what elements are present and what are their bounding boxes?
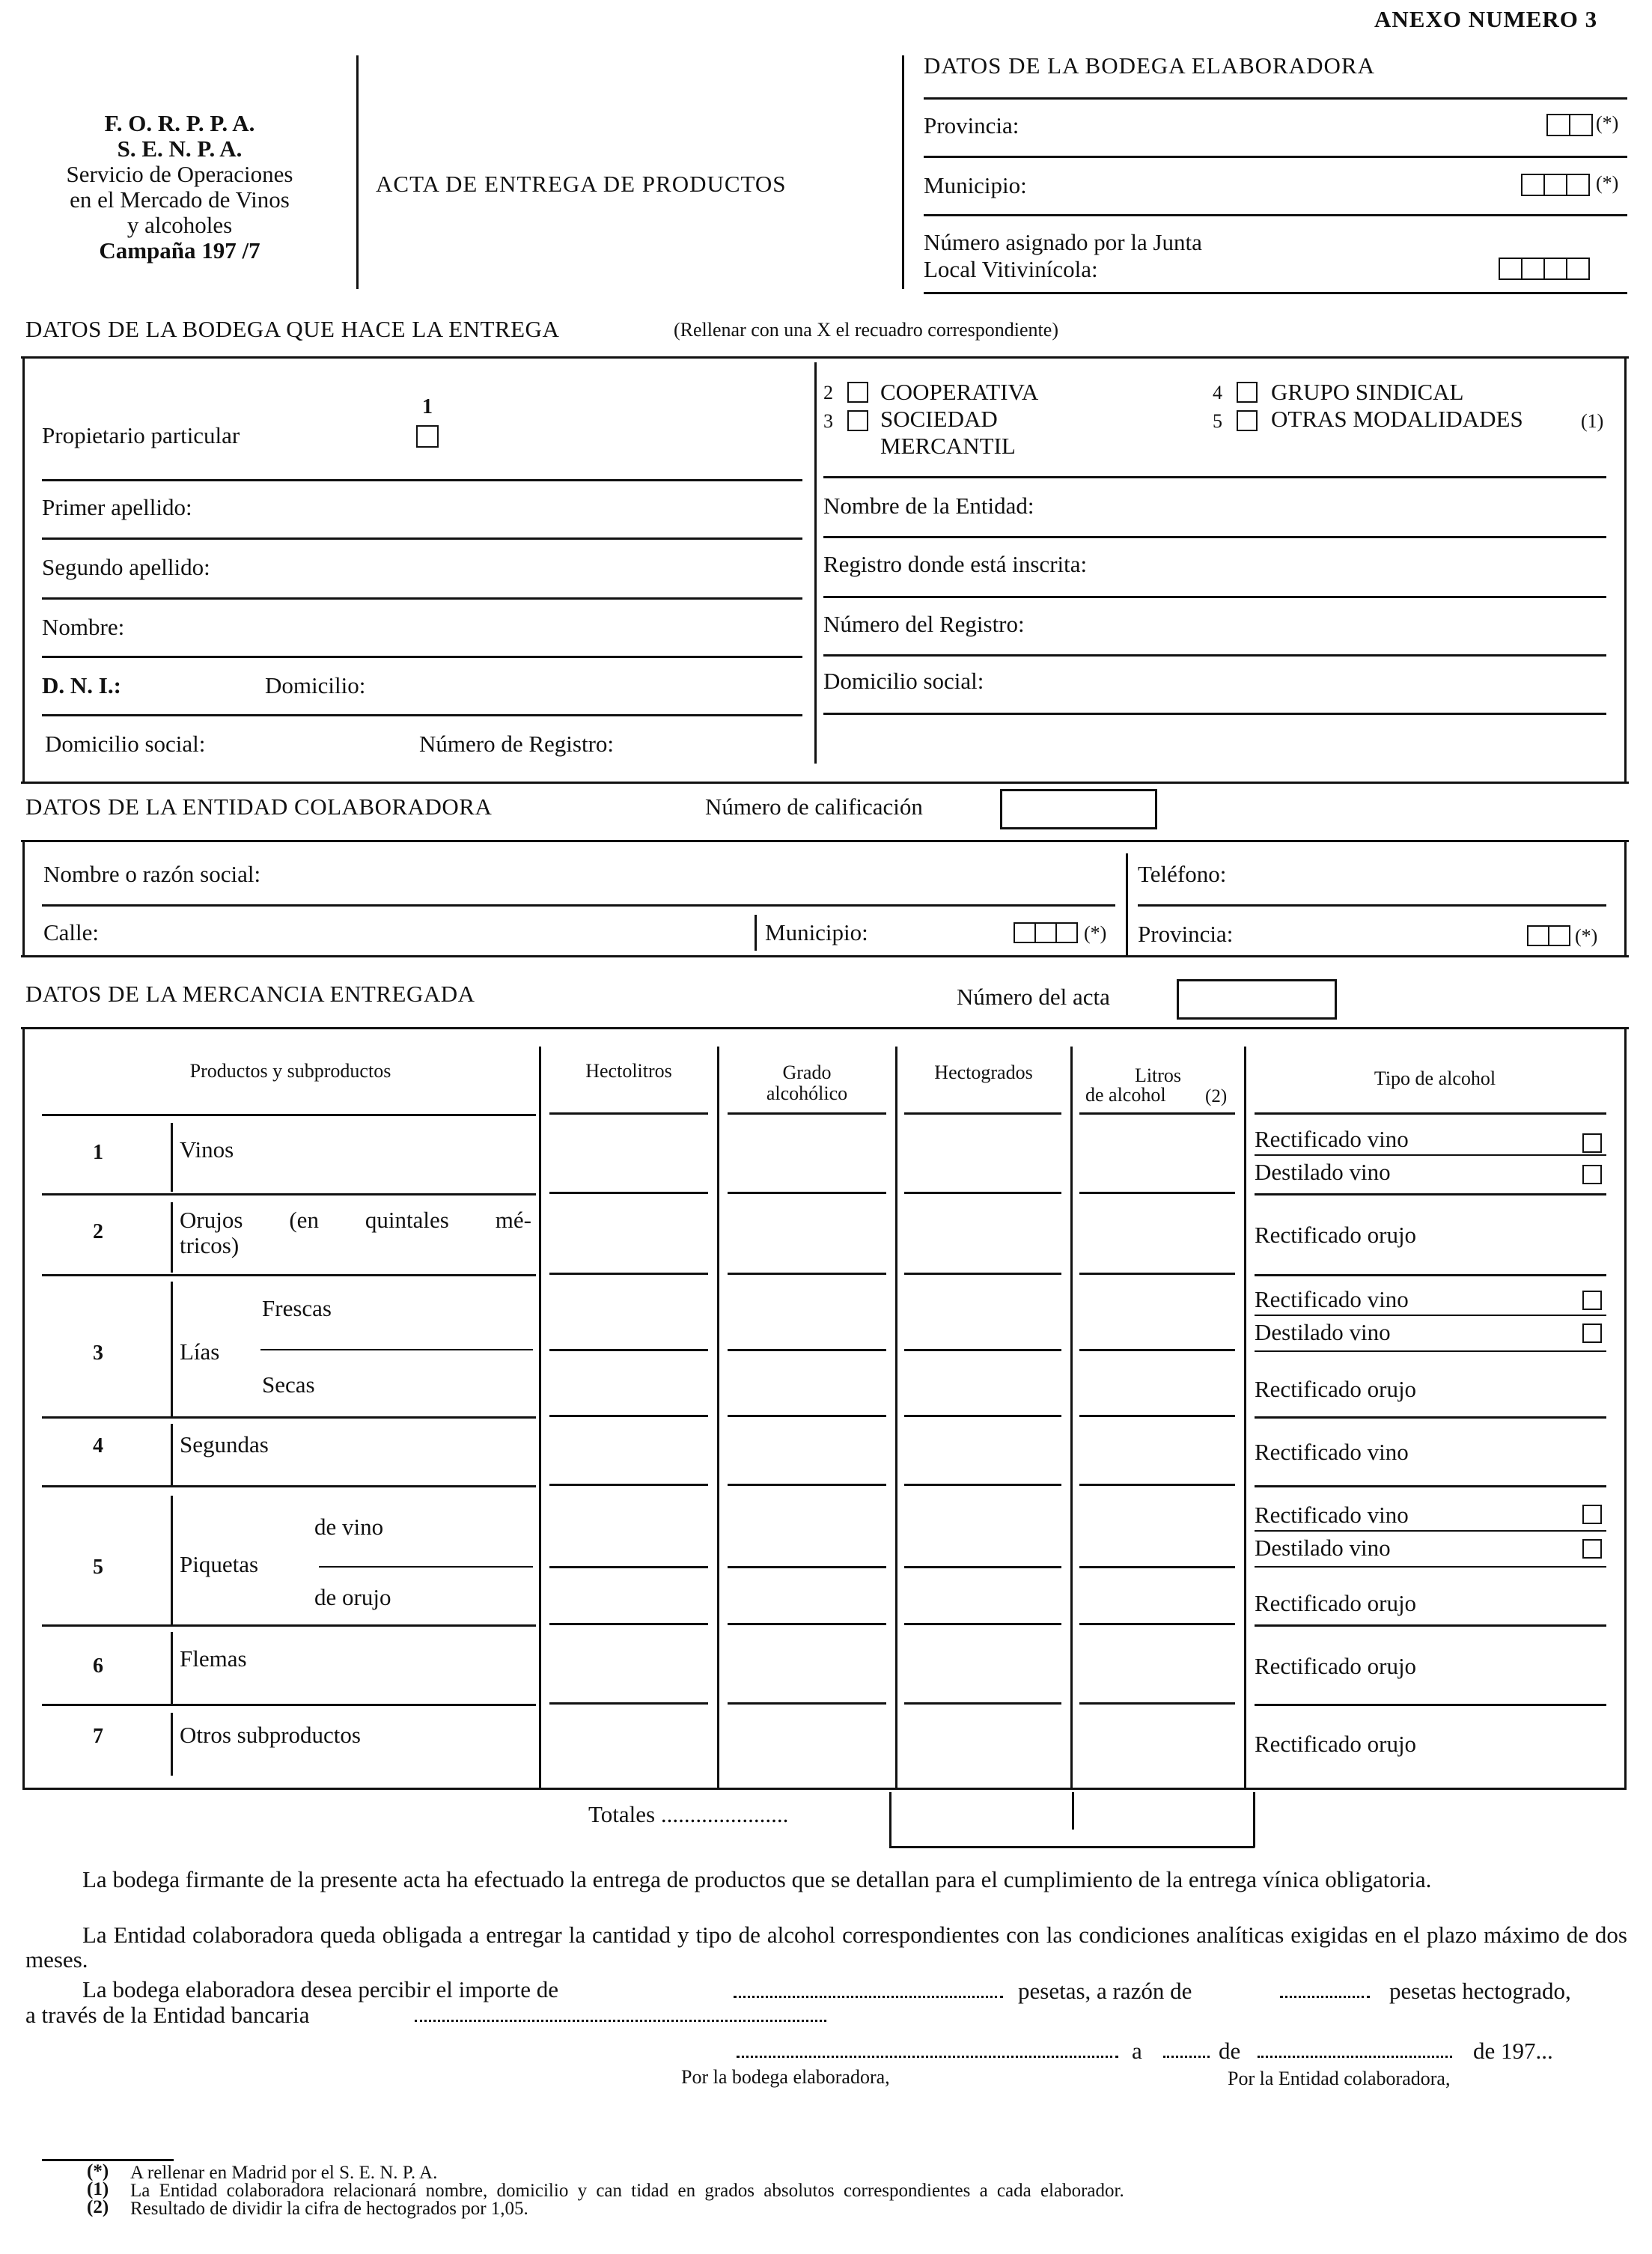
asterisk: (*) xyxy=(1596,112,1619,134)
annex-number: ANEXO NUMERO 3 xyxy=(1374,6,1598,32)
rectificado-vino-checkbox[interactable] xyxy=(1582,1133,1602,1153)
provincia-label: Provincia: xyxy=(924,112,1019,138)
paragraph-obligacion: La Entidad colaboradora queda obligada a entregar la cantidad y tipo de alcohol correspondientes con las condiciones analíticas exigidas en el plazo máximo de dos meses. xyxy=(25,1922,1627,1973)
row-divider xyxy=(171,1123,173,1192)
table-bottom xyxy=(22,1788,1627,1790)
rule xyxy=(823,476,1606,478)
row-number: 3 xyxy=(93,1341,103,1365)
importe-label: La bodega elaboradora desea percibir el importe de xyxy=(82,1976,559,2002)
row-number: 7 xyxy=(93,1725,103,1748)
rule xyxy=(260,1349,533,1350)
rule xyxy=(1079,1623,1235,1625)
rule xyxy=(42,537,802,540)
row-number: 5 xyxy=(93,1556,103,1579)
col-grado-2: alcohólico xyxy=(766,1082,848,1104)
row-divider xyxy=(171,1282,173,1416)
rule xyxy=(21,356,1629,359)
provincia-colab-label: Provincia: xyxy=(1138,921,1234,947)
rule xyxy=(904,1415,1061,1417)
table-left xyxy=(22,1027,25,1789)
tipo-rectificado-orujo: Rectificado orujo xyxy=(1255,1731,1417,1757)
org-block xyxy=(15,111,344,264)
propietario-checkbox[interactable] xyxy=(416,425,439,448)
otras-modalidades-label: OTRAS MODALIDADES xyxy=(1271,406,1523,432)
footnote-mark-1: (*) xyxy=(87,2161,109,2181)
rectificado-vino-checkbox[interactable] xyxy=(1582,1291,1602,1310)
colab-divider xyxy=(1126,853,1128,955)
sign-bodega: Por la bodega elaboradora, xyxy=(681,2066,890,2088)
col-hectolitros: Hectolitros xyxy=(585,1060,672,1082)
pesetas-label: pesetas, a razón de xyxy=(1018,1978,1192,2004)
rule xyxy=(549,1566,708,1568)
destilado-vino-checkbox[interactable] xyxy=(1582,1324,1602,1343)
footnote-3: Resultado de dividir la cifra de hectogrados por 1,05. xyxy=(130,2199,528,2219)
piquetas-de-vino: de vino xyxy=(314,1514,384,1540)
rule xyxy=(1079,1192,1235,1194)
razon-field[interactable] xyxy=(1280,1996,1370,1998)
month-field[interactable] xyxy=(1258,2056,1452,2058)
otras-modalidades-checkbox[interactable] xyxy=(1237,410,1258,431)
table-top xyxy=(21,1027,1629,1029)
numero-asignado-label: Número asignado por la Junta xyxy=(924,229,1202,255)
municipio-colab-box[interactable] xyxy=(1014,922,1036,943)
rule xyxy=(904,1484,1061,1486)
org-senpa: S. E. N. P. A. xyxy=(117,135,243,162)
entidad-bancaria-field[interactable] xyxy=(415,2020,826,2022)
rule xyxy=(904,1112,1061,1115)
municipio-colab-box[interactable] xyxy=(1034,922,1057,943)
nombre-entidad-label: Nombre de la Entidad: xyxy=(823,493,1034,519)
telefono-label: Teléfono: xyxy=(1138,861,1227,887)
footnote-2: La Entidad colaboradora relacionará nombre, domicilio y can tidad en grados absolutos correspondientes a cada elaborador. xyxy=(130,2181,1124,2201)
rule xyxy=(1255,1193,1606,1195)
option-1-number: 1 xyxy=(422,395,433,418)
rule xyxy=(42,1704,536,1706)
org-line4: en el Mercado de Vinos xyxy=(70,186,290,213)
rule xyxy=(549,1349,708,1351)
totales-label: Totales ...................... xyxy=(588,1801,789,1827)
piquetas-de-orujo: de orujo xyxy=(314,1584,391,1610)
date-year: de 197... xyxy=(1473,2038,1553,2064)
rule xyxy=(728,1273,886,1275)
mercantil-label: MERCANTIL xyxy=(880,433,1016,459)
rule xyxy=(924,292,1627,294)
rule xyxy=(42,1485,536,1487)
row-divider xyxy=(171,1713,173,1776)
asterisk: (*) xyxy=(1084,922,1107,944)
rule xyxy=(924,214,1627,216)
tipo-rectificado-vino: Rectificado vino xyxy=(1255,1502,1409,1528)
rule xyxy=(728,1623,886,1625)
entrega-divider xyxy=(814,362,817,764)
rule xyxy=(42,1624,536,1627)
header-divider-left xyxy=(356,55,359,289)
org-line3: Servicio de Operaciones xyxy=(66,161,293,187)
hectogrado-label: pesetas hectogrado, xyxy=(1389,1978,1571,2004)
domicilio-label: Domicilio: xyxy=(265,672,366,698)
entrega-note: (Rellenar con una X el recuadro correspondiente) xyxy=(674,319,1058,341)
rule xyxy=(42,479,802,481)
footnote-1: A rellenar en Madrid por el S. E. N. P. A. xyxy=(130,2163,438,2183)
date-de: de xyxy=(1219,2038,1241,2064)
org-line5: y alcoholes xyxy=(127,212,233,238)
rule xyxy=(42,714,802,716)
rule xyxy=(42,1416,536,1419)
rule xyxy=(21,955,1629,957)
paragraph-entrega: La bodega firmante de la presente acta ha efectuado la entrega de productos que se detallan para el cumplimiento de la entrega vínica obligatoria. xyxy=(82,1866,1432,1892)
row-number: 6 xyxy=(93,1654,103,1678)
col-grado: Grado xyxy=(782,1061,832,1083)
lias-frescas: Frescas xyxy=(262,1295,332,1321)
provincia-colab-box[interactable] xyxy=(1548,925,1570,946)
tipo-rectificado-vino: Rectificado vino xyxy=(1255,1286,1409,1312)
rule xyxy=(728,1112,886,1115)
row-name-lias: Lías xyxy=(180,1338,220,1365)
municipio-label: Municipio: xyxy=(924,172,1027,198)
row-name-orujos-2: tricos) xyxy=(180,1232,240,1258)
tipo-rectificado-vino: Rectificado vino xyxy=(1255,1439,1409,1465)
junta-box[interactable] xyxy=(1499,258,1523,280)
totales-box-right xyxy=(1253,1792,1255,1848)
rule xyxy=(924,156,1627,158)
option-5-number: 5 xyxy=(1213,410,1222,432)
col-divider xyxy=(1070,1047,1073,1788)
numero-acta-field[interactable] xyxy=(1177,979,1337,1020)
lias-secas: Secas xyxy=(262,1371,315,1398)
municipio-box[interactable] xyxy=(1566,174,1590,196)
registro-inscrita-label: Registro donde está inscrita: xyxy=(823,551,1088,577)
rule xyxy=(823,713,1606,715)
totales-box-mid xyxy=(1072,1792,1074,1830)
cooperativa-label: COOPERATIVA xyxy=(880,379,1039,405)
rule xyxy=(823,654,1606,657)
numero-acta-label: Número del acta xyxy=(957,984,1110,1010)
row-number: 2 xyxy=(93,1220,103,1243)
rule xyxy=(904,1623,1061,1625)
provincia-colab-box[interactable] xyxy=(1527,925,1549,946)
rule xyxy=(1079,1349,1235,1351)
rule xyxy=(42,1193,536,1195)
row-name-segundas: Segundas xyxy=(180,1431,269,1458)
row-number: 4 xyxy=(93,1434,103,1458)
footnote-mark-3: (2) xyxy=(87,2197,109,2217)
domicilio-social-label: Domicilio social: xyxy=(45,731,206,757)
row-divider xyxy=(171,1496,173,1624)
rule xyxy=(904,1702,1061,1705)
bodega-elaboradora-title: DATOS DE LA BODEGA ELABORADORA xyxy=(924,52,1375,79)
rule xyxy=(823,596,1606,598)
rule xyxy=(1255,1315,1606,1316)
rule xyxy=(21,782,1629,784)
rule xyxy=(549,1623,708,1625)
numero-del-registro-label: Número del Registro: xyxy=(823,611,1025,637)
rule xyxy=(1255,1624,1606,1627)
row-name-piquetas: Piquetas xyxy=(180,1551,259,1577)
rule xyxy=(904,1349,1061,1351)
tipo-rectificado-orujo: Rectificado orujo xyxy=(1255,1653,1417,1679)
nombre-label: Nombre: xyxy=(42,614,125,640)
rule xyxy=(1079,1484,1235,1486)
junta-box[interactable] xyxy=(1566,258,1590,280)
rule xyxy=(1255,1154,1606,1156)
rule xyxy=(1079,1273,1235,1275)
rule xyxy=(549,1415,708,1417)
sign-entidad: Por la Entidad colaboradora, xyxy=(1228,2068,1451,2089)
col-divider xyxy=(717,1047,719,1788)
rule xyxy=(924,97,1627,100)
rectificado-vino-checkbox[interactable] xyxy=(1582,1505,1602,1524)
row-number: 1 xyxy=(93,1141,103,1164)
rule xyxy=(42,597,802,600)
calificacion-field[interactable] xyxy=(1000,789,1157,829)
rule xyxy=(1255,1350,1606,1352)
rule xyxy=(728,1484,886,1486)
rule xyxy=(728,1415,886,1417)
junta-box[interactable] xyxy=(1543,258,1567,280)
option-2-number: 2 xyxy=(823,382,833,403)
calle-divider xyxy=(755,915,757,951)
sociedad-label: SOCIEDAD xyxy=(880,406,998,432)
entrega-title: DATOS DE LA BODEGA QUE HACE LA ENTREGA xyxy=(25,316,560,342)
rule xyxy=(904,1566,1061,1568)
box-left xyxy=(22,840,25,955)
tipo-rectificado-orujo: Rectificado orujo xyxy=(1255,1590,1417,1616)
propietario-label: Propietario particular xyxy=(42,422,240,448)
col-divider xyxy=(1244,1047,1246,1788)
tipo-destilado-vino: Destilado vino xyxy=(1255,1319,1391,1345)
box-right xyxy=(1624,840,1627,955)
rule xyxy=(1255,1112,1606,1115)
col-litros: Litros xyxy=(1134,1064,1182,1086)
rule xyxy=(42,1274,536,1276)
junta-box[interactable] xyxy=(1521,258,1545,280)
totales-box-bottom xyxy=(889,1846,1255,1848)
row-name-vinos: Vinos xyxy=(180,1136,234,1163)
cooperativa-checkbox[interactable] xyxy=(847,382,868,403)
rule xyxy=(728,1566,886,1568)
option-3-number: 3 xyxy=(823,410,833,432)
domicilio-social-right-label: Domicilio social: xyxy=(823,668,984,694)
footnote-mark-2: (1) xyxy=(87,2179,109,2199)
asterisk: (*) xyxy=(1575,925,1598,947)
header-divider-right xyxy=(902,55,904,289)
rule xyxy=(904,1273,1061,1275)
footnote-ref-1: (1) xyxy=(1581,410,1604,432)
day-field[interactable] xyxy=(1163,2056,1210,2058)
box-right xyxy=(1624,356,1627,783)
primer-apellido-label: Primer apellido: xyxy=(42,494,192,520)
rule xyxy=(21,840,1629,842)
grupo-sindical-label: GRUPO SINDICAL xyxy=(1271,379,1464,405)
municipio-box[interactable] xyxy=(1521,174,1545,196)
rule xyxy=(1138,904,1606,907)
rule xyxy=(728,1349,886,1351)
col-tipo-alcohol: Tipo de alcohol xyxy=(1374,1067,1496,1089)
rule xyxy=(728,1702,886,1705)
numero-asignado-label-2: Local Vitivinícola: xyxy=(924,256,1098,282)
rule xyxy=(1079,1112,1235,1115)
rule xyxy=(1079,1566,1235,1568)
col-divider xyxy=(895,1047,897,1788)
tipo-rectificado-vino: Rectificado vino xyxy=(1255,1126,1409,1152)
rule xyxy=(1255,1704,1606,1706)
destilado-vino-checkbox[interactable] xyxy=(1582,1539,1602,1559)
dni-label: D. N. I.: xyxy=(42,672,121,698)
municipio-colab-label: Municipio: xyxy=(765,919,868,945)
rule xyxy=(1255,1530,1606,1532)
row-name-flemas: Flemas xyxy=(180,1645,247,1672)
mercancia-title: DATOS DE LA MERCANCIA ENTREGADA xyxy=(25,981,475,1007)
municipio-box[interactable] xyxy=(1543,174,1567,196)
rule xyxy=(42,656,802,658)
entidad-bancaria-label: a través de la Entidad bancaria xyxy=(25,2002,310,2028)
row-divider xyxy=(171,1424,173,1485)
rule xyxy=(319,1566,533,1568)
col-litros-2: de alcohol xyxy=(1085,1084,1166,1106)
asterisk: (*) xyxy=(1596,172,1619,194)
provincia-box[interactable] xyxy=(1546,114,1570,136)
rule xyxy=(1079,1702,1235,1705)
rule xyxy=(42,1114,536,1116)
col-productos: Productos y subproductos xyxy=(189,1060,391,1082)
rule xyxy=(1255,1274,1606,1276)
tipo-destilado-vino: Destilado vino xyxy=(1255,1159,1391,1185)
municipio-colab-box[interactable] xyxy=(1055,922,1078,943)
table-right xyxy=(1624,1027,1627,1789)
col-hectogrados: Hectogrados xyxy=(934,1061,1033,1083)
row-divider xyxy=(171,1632,173,1704)
tipo-destilado-vino: Destilado vino xyxy=(1255,1535,1391,1561)
rule xyxy=(1255,1416,1606,1419)
row-divider xyxy=(171,1202,173,1273)
sociedad-checkbox[interactable] xyxy=(847,410,868,431)
colaboradora-title: DATOS DE LA ENTIDAD COLABORADORA xyxy=(25,794,493,820)
tipo-rectificado-orujo: Rectificado orujo xyxy=(1255,1376,1417,1402)
tipo-rectificado-orujo: Rectificado orujo xyxy=(1255,1222,1417,1248)
destilado-vino-checkbox[interactable] xyxy=(1582,1165,1602,1184)
rule xyxy=(549,1112,708,1115)
provincia-box[interactable] xyxy=(1569,114,1593,136)
segundo-apellido-label: Segundo apellido: xyxy=(42,554,210,580)
rule xyxy=(1255,1485,1606,1487)
importe-field[interactable] xyxy=(734,1996,1003,1998)
date-a: a xyxy=(1132,2038,1142,2064)
place-field[interactable] xyxy=(737,2056,1118,2058)
col-litros-ref: (2) xyxy=(1205,1086,1228,1106)
rule xyxy=(42,904,1115,907)
rule xyxy=(1079,1415,1235,1417)
rule xyxy=(549,1273,708,1275)
org-campaign: Campaña 197 /7 xyxy=(99,237,260,264)
option-4-number: 4 xyxy=(1213,382,1222,403)
col-divider xyxy=(539,1047,541,1788)
rule xyxy=(904,1192,1061,1194)
rule xyxy=(728,1192,886,1194)
calificacion-label: Número de calificación xyxy=(705,794,923,820)
rule xyxy=(549,1484,708,1486)
org-forppa: F. O. R. P. P. A. xyxy=(104,110,255,136)
calle-label: Calle: xyxy=(43,919,100,945)
document-title: ACTA DE ENTREGA DE PRODUCTOS xyxy=(376,171,787,197)
row-name-otros: Otros subproductos xyxy=(180,1722,361,1748)
grupo-sindical-checkbox[interactable] xyxy=(1237,382,1258,403)
box-left xyxy=(22,356,25,783)
rule xyxy=(823,536,1606,538)
rule xyxy=(1255,1566,1606,1568)
rule xyxy=(549,1192,708,1194)
rule xyxy=(549,1702,708,1705)
numero-registro-label: Número de Registro: xyxy=(419,731,615,757)
totales-box-left xyxy=(889,1792,891,1848)
nombre-razon-social-label: Nombre o razón social: xyxy=(43,861,261,887)
row-name-orujos: Orujos (en quintales mé- xyxy=(180,1207,531,1233)
